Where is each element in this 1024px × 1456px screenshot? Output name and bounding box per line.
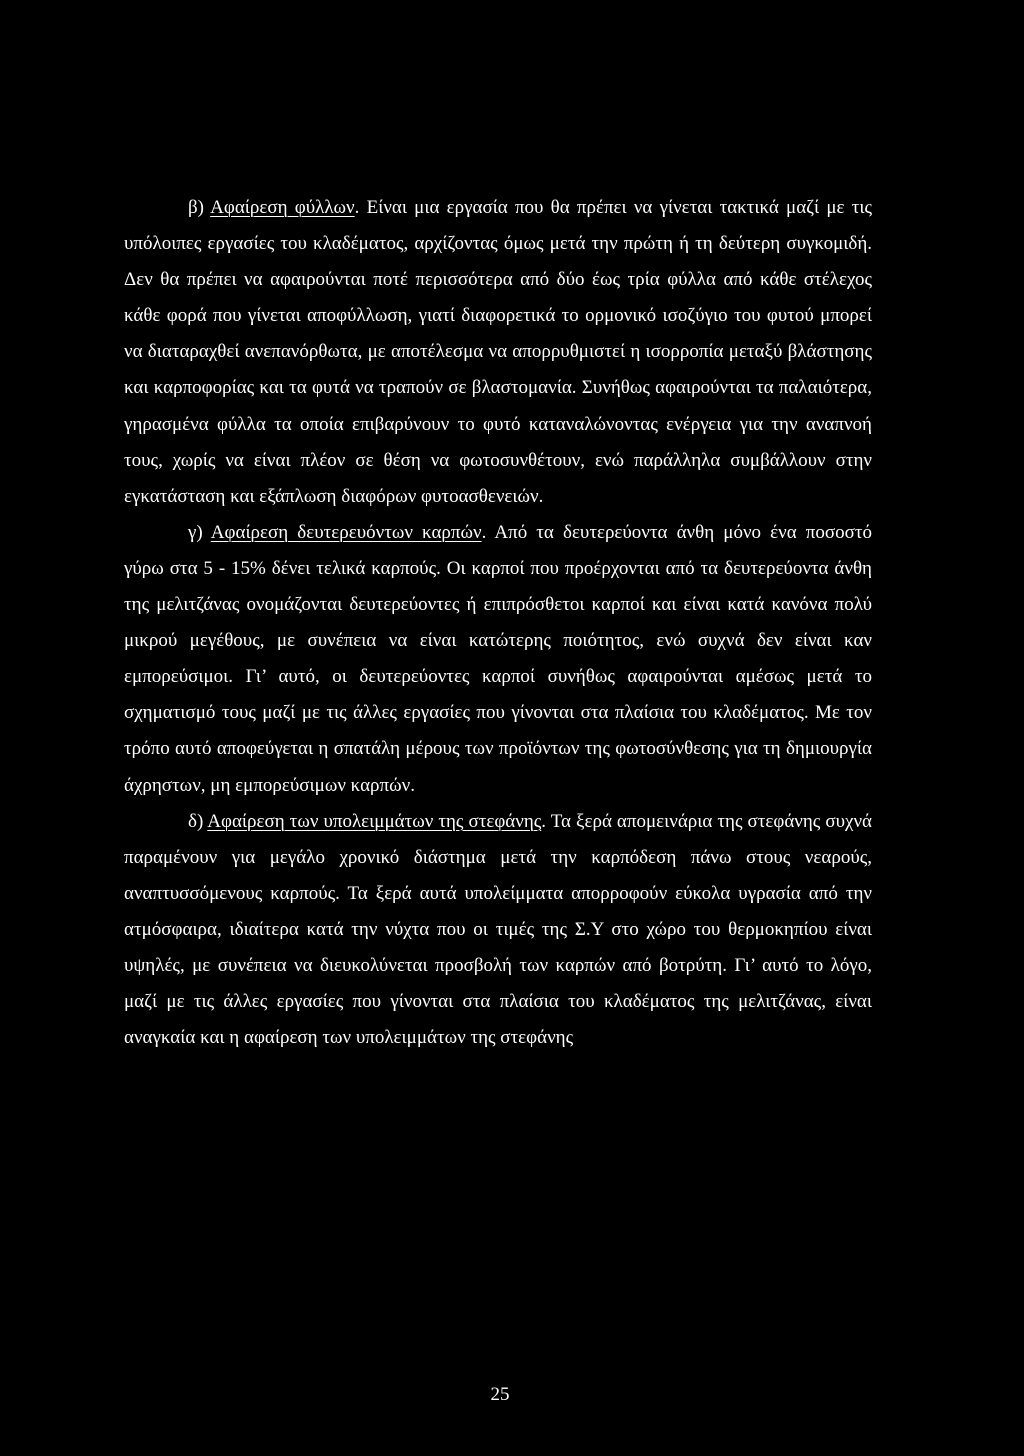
page-number: 25	[490, 1384, 510, 1405]
paragraph-text: . Τα ξερά απομεινάρια της στεφάνης συχνά παραμένουν για μεγάλο χρονικό διάστημα μετά την καρπόδεση πάνω στους νεαρούς, αναπτυσσόμενους καρπούς. Τα ξερά αυτά υπολείμματα απορροφούν εύκολα υγρασία από την ατμόσφαιρα, ιδιαίτερα κατά την νύχτα που οι τιμές της Σ.Υ στο χώρο του θερμοκηπίου είναι υψηλές, με συνέπεια να διευκολύνεται προσβολή των καρπών από βοτρύτη. Γι’ αυτό το λόγο, μαζί με τις άλλες εργασίες που γίνονται στα πλαίσια του κλαδέματος της μελιτζάνας, είναι αναγκαία και η αφαίρεση των υπολειμμάτων της στεφάνης	[124, 810, 872, 1049]
paragraph-crown-residue-removal	[124, 804, 872, 1057]
body-text	[124, 190, 872, 1056]
paragraph-leaf-removal	[124, 190, 872, 515]
list-marker: γ)	[188, 521, 203, 543]
paragraph-secondary-fruit-removal	[124, 515, 872, 804]
section-heading: Αφαίρεση φύλλων	[210, 197, 355, 218]
paragraph-text: . Από τα δευτερεύοντα άνθη μόνο ένα ποσοστό γύρω στα 5 - 15% δένει τελικά καρπούς. Οι καρποί που προέρχονται από τα δευτερεύοντα άνθη της μελιτζάνας ονομάζονται δευτερεύοντες ή επιπρόσθετοι καρποί και είναι κατά κανόνα πολύ μικρού μεγέθους, με συνέπεια να είναι κατώτερης ποιότητος, ενώ συχνά δεν είναι καν εμπορεύσιμοι. Γι’ αυτό, οι δευτερεύοντες καρποί συνήθως αφαιρούνται αμέσως μετά το σχηματισμό τους μαζί με τις άλλες εργασίες που γίνονται στα πλαίσια του κλαδέματος. Με τον τρόπο αυτό αποφεύγεται η σπατάλη μέρους των προϊόντων της φωτοσύνθεσης για τη δημιουργία άχρηστων, μη εμπορεύσιμων καρπών.	[124, 521, 873, 796]
section-heading: Αφαίρεση δευτερευόντων καρπών	[210, 521, 482, 543]
list-marker: β)	[188, 197, 204, 218]
paragraph-text: . Είναι μια εργασία που θα πρέπει να γίνεται τακτικά μαζί με τις υπόλοιπες εργασίες του κλαδέματος, αρχίζοντας όμως μετά την πρώτη ή τη δεύτερη συγκομιδή. Δεν θα πρέπει να αφαιρούνται ποτέ περισσότερα από δύο έως τρία φύλλα από κάθε στέλεχος κάθε φορά που γίνεται αποφύλλωση, γιατί διαφορετικά το ορμονικό ισοζύγιο του φυτού μπορεί να διαταραχθεί ανεπανόρθωτα, με αποτέλεσμα να απορρυθμιστεί η ισορροπία μεταξύ βλάστησης και καρποφορίας και τα φυτά να τραπούν σε βλαστομανία. Συνήθως αφαιρούνται τα παλαιότερα, γηρασμένα φύλλα τα οποία επιβαρύνουν το φυτό καταναλώνοντας ενέργεια για την αναπνοή τους, χωρίς να είναι πλέον σε θέση να φωτοσυνθέτουν, ενώ παράλληλα συμβάλλουν στην εγκατάσταση και εξάπλωση διαφόρων φυτοασθενειών.	[124, 197, 872, 507]
list-marker: δ)	[188, 810, 204, 832]
section-heading: Αφαίρεση των υπολειμμάτων της στεφάνης	[207, 810, 542, 832]
